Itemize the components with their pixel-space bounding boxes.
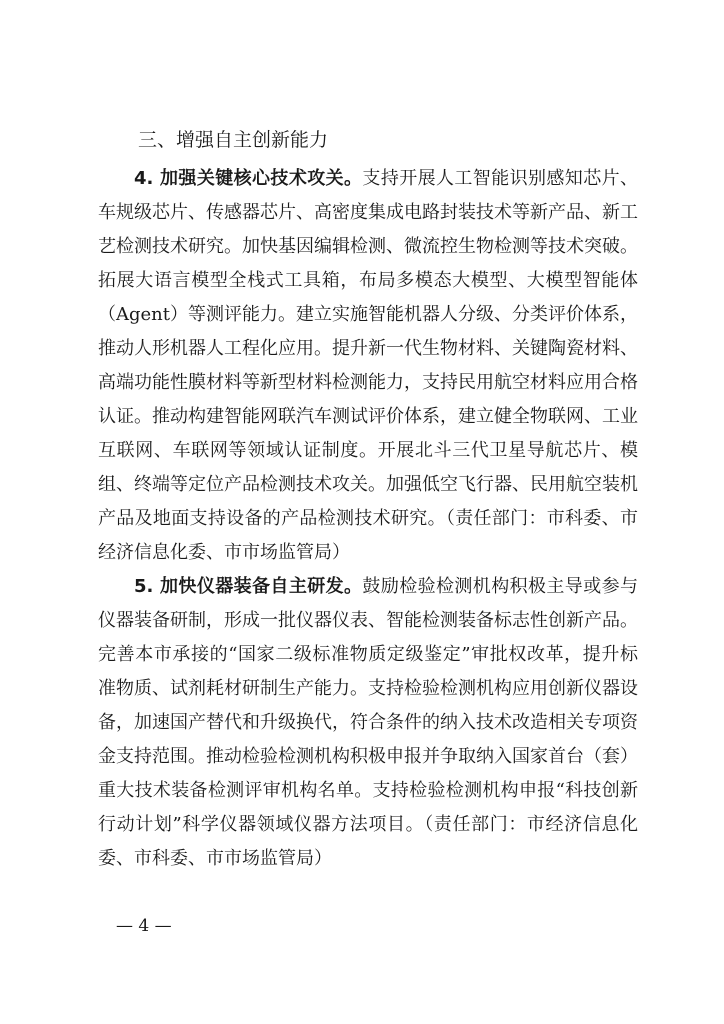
paragraph-text-5: 鼓励检验检测机构积极主导或参与仪器装备研制，形成一批仪器仪表、智能检测装备标志性创新产品。完善本市承接的“国家二级标准物质定级鉴定”审批权改革，提升标准物质、试剂耗材研制生产能力。支持检验检测机构应用创新仪器设备，加速国产替代和升级换代，符合条件的纳入技术改造相关专项资金支持范围。推动检验检测机构积极申报并争取纳入国家首台（套）重大技术装备检测评审机构名单。支持检验检测机构申报“科技创新行动计划”科学仪器领域仪器方法项目。（责任部门：市经济信息化委、市科委、市市场监管局） bbox=[98, 576, 638, 869]
section-heading: 三、增强自主创新能力 bbox=[138, 129, 329, 151]
body-text bbox=[98, 162, 638, 876]
page-number: — 4 — bbox=[116, 916, 172, 936]
paragraph-item-5 bbox=[98, 570, 638, 876]
paragraph-text-4: 支持开展人工智能识别感知芯片、车规级芯片、传感器芯片、高密度集成电路封装技术等新产品、新工艺检测技术研究。加快基因编辑检测、微流控生物检测等技术突破。拓展大语言模型全栈式工具箱，布局多模态大模型、大模型智能体（Agent）等测评能力。建立实施智能机器人分级、分类评价体系，推动人形机器人工程化应用。提升新一代生物材料、关键陶瓷材料、高端功能性膜材料等新型材料检测能力，支持民用航空材料应用合格认证。推动构建智能网联汽车测试评价体系，建立健全物联网、工业互联网、车联网等领域认证制度。开展北斗三代卫星导航芯片、模组、终端等定位产品检测技术攻关。加强低空飞行器、民用航空装机产品及地面支持设备的产品检测技术研究。（责任部门：市科委、市经济信息化委、市市场监管局） bbox=[98, 168, 638, 563]
paragraph-item-4 bbox=[98, 162, 638, 570]
paragraph-lead-4: 4. 加强关键核心技术攻关。 bbox=[134, 168, 363, 189]
paragraph-lead-5: 5. 加快仪器装备自主研发。 bbox=[134, 576, 363, 597]
